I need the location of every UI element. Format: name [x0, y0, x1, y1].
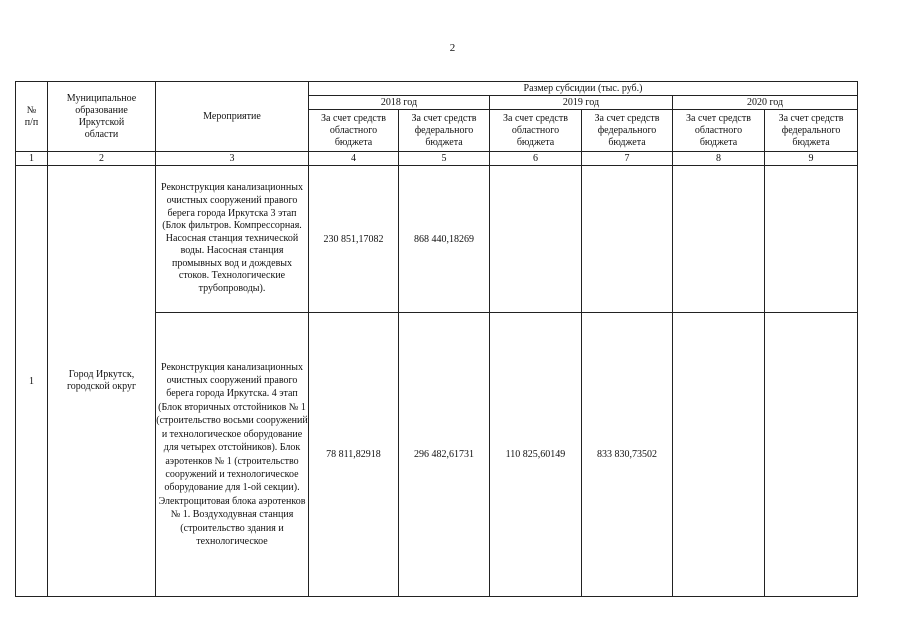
value-2020-federal: [765, 313, 858, 597]
page-number: 2: [449, 42, 456, 54]
header-subsidy: Размер субсидии (тыс. руб.): [309, 82, 858, 96]
column-number: 3: [156, 152, 309, 166]
measure-text: Реконструкция канализационных очистных сооружений правого берега города Иркутска 3 этап (Блок фильтров. Компрессорная. Насосная станция технической воды. Насосная станция промывных вод и дождевых стоков. Технологические трубопроводы).: [156, 166, 309, 313]
value-2018-regional: 230 851,17082: [309, 166, 399, 313]
column-number: 6: [490, 152, 582, 166]
header-year-2018: 2018 год: [309, 96, 490, 110]
value-2019-regional: [490, 166, 582, 313]
value-2018-regional: 78 811,82918: [309, 313, 399, 597]
column-number: 8: [673, 152, 765, 166]
value-2020-regional: [673, 166, 765, 313]
header-source: За счет средств федерального бюджета: [582, 110, 673, 152]
column-number: 7: [582, 152, 673, 166]
header-year-2019: 2019 год: [490, 96, 673, 110]
header-municipality: Муниципальное образование Иркутской области: [48, 82, 156, 152]
header-source: За счет средств областного бюджета: [490, 110, 582, 152]
header-source: За счет средств областного бюджета: [309, 110, 399, 152]
table-row: [16, 166, 858, 313]
value-2018-federal: 296 482,61731: [399, 313, 490, 597]
value-2020-regional: [673, 313, 765, 597]
header-source: За счет средств областного бюджета: [673, 110, 765, 152]
subsidy-table: [15, 81, 858, 597]
row-number: 1: [16, 166, 48, 597]
column-number: 1: [16, 152, 48, 166]
header-year-2020: 2020 год: [673, 96, 858, 110]
header-source: За счет средств федерального бюджета: [399, 110, 490, 152]
column-number: 5: [399, 152, 490, 166]
column-number: 9: [765, 152, 858, 166]
value-2019-federal: 833 830,73502: [582, 313, 673, 597]
value-2019-regional: 110 825,60149: [490, 313, 582, 597]
header-measure: Мероприятие: [156, 82, 309, 152]
column-number-row: [16, 152, 858, 166]
header-source: За счет средств федерального бюджета: [765, 110, 858, 152]
header-row-title: [16, 82, 858, 96]
measure-text: Реконструкция канализационных очистных сооружений правого берега города Иркутска. 4 этап (Блок вторичных отстойников № 1 (строительство восьми сооружений и технологическое оборудование для четырех отстойников). Блок аэротенков № 1 (строительство сооружений и технологическое оборудование для 1-ой секции). Электрощитовая блока аэротенков № 1. Воздуходувная станция (строительство здания и технологическое: [156, 313, 309, 597]
municipality-name: Город Иркутск, городской округ: [48, 166, 156, 597]
header-num: № п/п: [16, 82, 48, 152]
value-2018-federal: 868 440,18269: [399, 166, 490, 313]
value-2019-federal: [582, 166, 673, 313]
column-number: 4: [309, 152, 399, 166]
column-number: 2: [48, 152, 156, 166]
value-2020-federal: [765, 166, 858, 313]
